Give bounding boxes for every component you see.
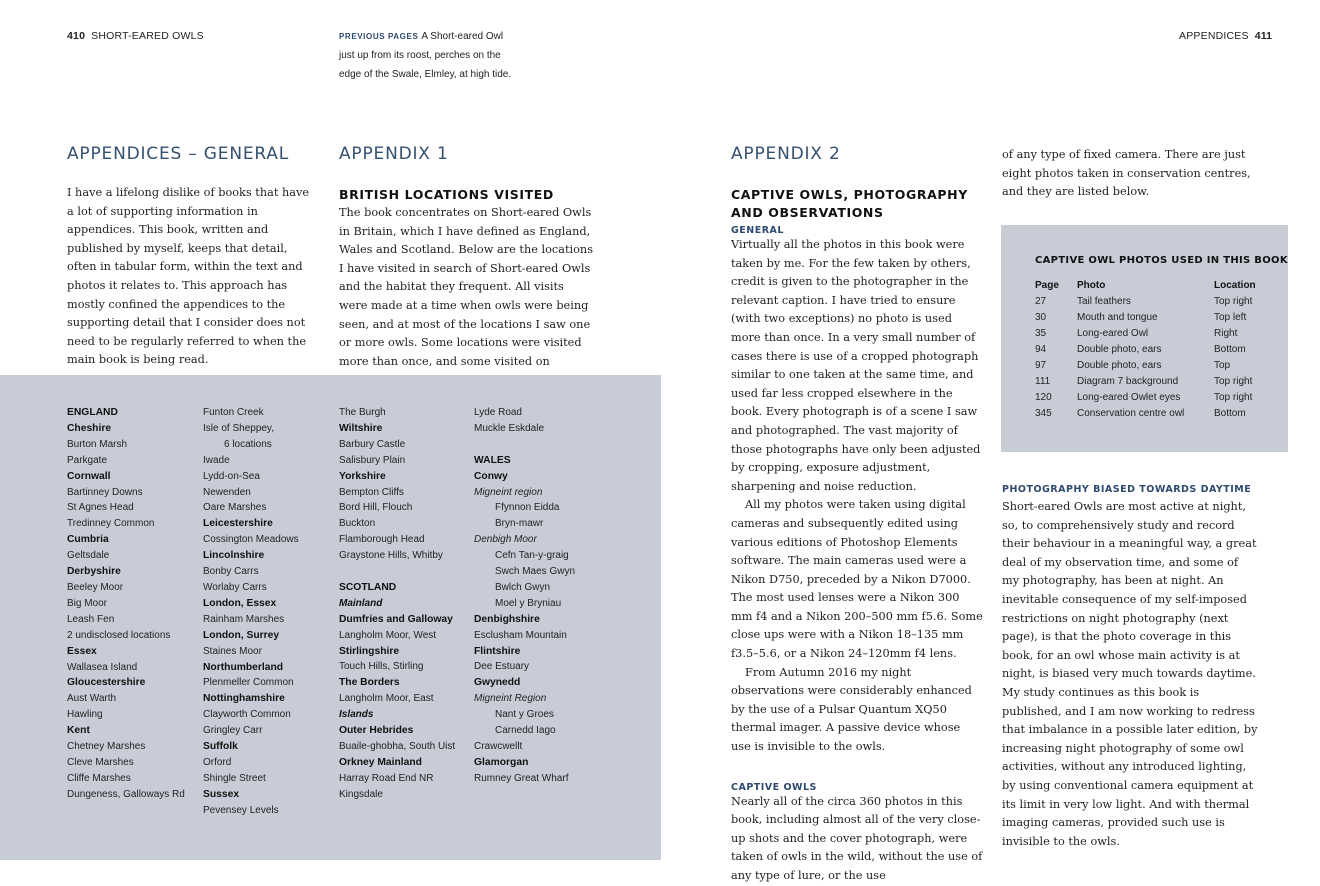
cell-page: 27 xyxy=(1035,296,1047,308)
cell-photo: Conservation centre owl xyxy=(1077,407,1185,419)
captive-photos-table-title: CAPTIVE OWL PHOTOS USED IN THIS BOOK xyxy=(1035,255,1288,266)
appendix2-subheading-line2: AND OBSERVATIONS xyxy=(731,205,884,220)
appendix2-col-2 xyxy=(1002,146,1258,202)
col-header-photo: Photo xyxy=(1077,280,1106,291)
location-item: Isle of Sheppey, xyxy=(203,422,274,434)
location-item: Langholm Moor, East xyxy=(339,693,434,705)
location-item: Iwade xyxy=(203,454,230,466)
left-running-head xyxy=(67,30,204,42)
daytime-text: Short-eared Owls are most active at night, so, to comprehensively study and record their behaviour in a meaningful way, a great deal of my observation time, and some of my photography, has been at night. An inevitable consequence of my self-imposed restrictions on night photography (next page), is that the photo coverage in this book, for an owl whose main activity is at night, is biased very much towards daytime. My study continues as this book is published, and I am now working to redress that imbalance in a possible later edition, by increasing night photography of some owl activities, without any introduced lighting, by using conventional camera equipment at its limit in very low light. And with thermal imaging cameras, provided such use is invisible to the owls. xyxy=(1002,500,1258,848)
appendix1-subheading xyxy=(339,186,595,204)
county-heading: Lincolnshire xyxy=(203,550,265,562)
county-heading: The Borders xyxy=(339,677,400,689)
location-item: 2 undisclosed locations xyxy=(67,629,171,641)
region-heading: Islands xyxy=(339,709,374,721)
county-heading: Essex xyxy=(67,645,97,657)
location-item: Lyde Road xyxy=(474,407,522,418)
appendix2-subheading xyxy=(731,186,983,222)
location-item: Lydd-on-Sea xyxy=(203,470,260,482)
general-subheading: GENERAL xyxy=(731,225,784,236)
location-item: Parkgate xyxy=(67,454,108,466)
location-item: Moel y Bryniau xyxy=(495,597,562,609)
location-item: The Burgh xyxy=(339,407,386,418)
right-running-title: APPENDICES xyxy=(1179,30,1249,42)
table-row xyxy=(1035,389,1259,405)
cell-location: Top right xyxy=(1214,375,1253,387)
cell-location: Bottom xyxy=(1214,407,1246,419)
location-item: Bempton Cliffs xyxy=(339,486,404,498)
captive-photos-table xyxy=(1035,277,1259,421)
appendices-general-text: I have a lifelong dislike of books that have a lot of supporting information in appendices. This book, written and published by myself, keeps that detail, often in tabular form, within the text and photos it relates to. This approach has mostly confined the appendices to the supporting detail that I consider does not need to be regularly referred to when the main book is being read. xyxy=(67,186,310,367)
table-row xyxy=(1035,358,1259,374)
location-item: Aust Warth xyxy=(67,693,117,705)
appendix2-heading: APPENDIX 2 xyxy=(731,144,841,164)
county-heading: Cornwall xyxy=(67,470,111,482)
cell-page: 120 xyxy=(1035,391,1052,403)
cell-page: 35 xyxy=(1035,328,1047,340)
cell-location: Top right xyxy=(1214,296,1253,308)
cell-location: Top left xyxy=(1214,312,1247,324)
daytime-subheading: PHOTOGRAPHY BIASED TOWARDS DAYTIME xyxy=(1002,484,1252,495)
location-item: Bryn-mawr xyxy=(495,518,544,530)
general-paragraph-3: From Autumn 2016 my night observations were considerably enhanced by the use of a Pulsar Quantum XQ50 thermal imager. A passive device whose use is invisible to the owls. xyxy=(731,665,972,754)
location-item: Leash Fen xyxy=(67,613,115,625)
county-heading: Flintshire xyxy=(474,645,521,657)
location-item: Ffynnon Eidda xyxy=(495,502,560,514)
location-item: Graystone Hills, Whitby xyxy=(339,550,443,562)
country-heading: SCOTLAND xyxy=(339,581,397,593)
location-item: Salisbury Plain xyxy=(339,454,406,466)
location-item: Crawcwellt xyxy=(474,741,523,753)
cell-photo: Long-eared Owlet eyes xyxy=(1077,391,1181,403)
location-item: Esclusham Mountain xyxy=(474,629,567,641)
table-row xyxy=(1035,294,1259,310)
table-header-row xyxy=(1035,277,1259,294)
appendices-general-section xyxy=(67,144,317,370)
location-item: Cliffe Marshes xyxy=(67,772,131,784)
captive-photos-table-box xyxy=(1001,225,1288,452)
location-item: Langholm Moor, West xyxy=(339,629,437,641)
location-item: Plenmeller Common xyxy=(203,677,294,689)
table-row xyxy=(1035,310,1259,326)
county-heading: Cumbria xyxy=(67,534,109,546)
cell-location: Top xyxy=(1214,360,1231,371)
cell-location: Bottom xyxy=(1214,344,1246,356)
locations-col-4 xyxy=(474,405,575,787)
right-folio: 411 xyxy=(1254,30,1273,42)
region-heading: Mainland xyxy=(339,597,383,609)
location-item: Chetney Marshes xyxy=(67,741,146,753)
location-item: Hawling xyxy=(67,709,103,721)
location-item: Burton Marsh xyxy=(67,438,128,450)
location-item: Buaile-ghobha, South Uist xyxy=(339,741,456,753)
county-heading: London, Surrey xyxy=(203,629,280,641)
location-item: Muckle Eskdale xyxy=(474,422,545,434)
county-heading: Denbighshire xyxy=(474,613,540,625)
cell-page: 97 xyxy=(1035,360,1047,371)
cell-page: 345 xyxy=(1035,407,1052,419)
county-heading: Stirlingshire xyxy=(339,645,400,657)
location-item: Cleve Marshes xyxy=(67,756,134,768)
location-item: Funton Creek xyxy=(203,407,264,418)
location-item: Staines Moor xyxy=(203,645,262,657)
left-folio: 410 xyxy=(67,30,86,42)
appendix1-section xyxy=(339,144,595,390)
county-heading: Derbyshire xyxy=(67,566,121,578)
country-heading: ENGLAND xyxy=(67,407,118,418)
location-item: Carnedd Iago xyxy=(495,725,556,737)
location-item: Kingsdale xyxy=(339,788,383,800)
county-heading: Northumberland xyxy=(203,661,284,673)
location-item: Beeley Moor xyxy=(67,581,124,593)
daytime-section xyxy=(1002,484,1258,851)
location-item: Bwlch Gwyn xyxy=(495,581,551,593)
cell-location: Top right xyxy=(1214,391,1253,403)
location-item: Wallasea Island xyxy=(67,661,138,673)
location-item: Dungeness, Galloways Rd xyxy=(67,788,185,800)
locations-col-1 xyxy=(67,405,185,803)
location-item: Cossington Meadows xyxy=(203,534,299,546)
cell-location: Right xyxy=(1214,328,1238,340)
appendix1-subheading-text: BRITISH LOCATIONS VISITED xyxy=(339,187,554,202)
county-heading: Suffolk xyxy=(203,741,238,753)
location-item: Rumney Great Wharf xyxy=(474,772,569,784)
location-item: Swch Maes Gwyn xyxy=(495,566,576,578)
location-item: 6 locations xyxy=(224,438,272,450)
county-heading: Glamorgan xyxy=(474,756,529,768)
location-item: Barbury Castle xyxy=(339,438,406,450)
appendices-general-heading: APPENDICES – GENERAL xyxy=(67,144,290,164)
country-heading: WALES xyxy=(474,454,511,466)
spacer xyxy=(474,437,575,453)
cell-photo: Double photo, ears xyxy=(1077,360,1162,371)
general-paragraph-1: Virtually all the photos in this book were taken by me. For the few taken by others, credit is given to the photographer in the relevant caption. I have tried to ensure (with two exceptions) no photo is used more than once. In a very small number of cases there is use of a cropped photograph similar to one taken at the same time, and used far less cropped elsewhere in the book. Every photograph is of a scene I saw and photographed. The vast majority of those photographs have only been adjusted by cropping, exposure adjustment, sharpening and noise reduction. xyxy=(731,238,981,493)
spacer xyxy=(339,564,455,580)
cell-photo: Long-eared Owl xyxy=(1077,328,1149,340)
caption-label: PREVIOUS PAGES xyxy=(339,32,419,41)
captive-owls-continued: of any type of fixed camera. There are just eight photos taken in conservation centres, and they are listed below. xyxy=(1002,148,1251,199)
caption-text: A Short-eared Owl just up from its roost, perches on the edge of the Swale, Elmley, at high tide. xyxy=(339,31,512,80)
location-item: Bord Hill, Flouch xyxy=(339,502,413,514)
county-heading: Outer Hebrides xyxy=(339,725,414,737)
locations-col-2 xyxy=(203,405,299,819)
table-row xyxy=(1035,373,1259,389)
location-item: Flamborough Head xyxy=(339,534,425,546)
location-item: Pevensey Levels xyxy=(203,804,279,816)
appendix1-text: The book concentrates on Short-eared Owls in Britain, which I have defined as England, Wales and Scotland. Below are the locations I have visited in search of Short-eared Owls and the habitat they frequent. All visits were made at a time when owls were being seen, and at most of the locations I saw one or more owls. Some locations were visited more than once, and some visited on xyxy=(339,206,593,368)
location-item: Cefn Tan-y-graig xyxy=(495,550,569,562)
location-item: Rainham Marshes xyxy=(203,613,285,625)
location-item: Oare Marshes xyxy=(203,502,267,514)
cell-page: 30 xyxy=(1035,312,1047,324)
location-item: Buckton xyxy=(339,518,376,530)
county-heading: Yorkshire xyxy=(339,470,386,482)
col-header-location: Location xyxy=(1214,280,1256,291)
cell-page: 94 xyxy=(1035,344,1047,356)
captive-owls-subheading: CAPTIVE OWLS xyxy=(731,781,817,793)
county-heading: Conwy xyxy=(474,470,508,482)
region-label: Migneint region xyxy=(474,486,543,498)
location-item: Touch Hills, Stirling xyxy=(339,661,424,673)
location-item: Worlaby Carrs xyxy=(203,581,267,593)
location-item: Dee Estuary xyxy=(474,661,530,673)
county-heading: Leicestershire xyxy=(203,518,273,530)
cell-photo: Tail feathers xyxy=(1077,296,1131,308)
location-item: Newenden xyxy=(203,486,251,498)
previous-pages-caption xyxy=(339,27,514,84)
appendix1-heading: APPENDIX 1 xyxy=(339,144,449,164)
county-heading: Gwynedd xyxy=(474,677,521,689)
location-item: Orford xyxy=(203,756,232,768)
cell-photo: Mouth and tongue xyxy=(1077,312,1158,324)
county-heading: Sussex xyxy=(203,788,240,800)
location-item: Tredinney Common xyxy=(67,518,155,530)
cell-page: 111 xyxy=(1035,375,1051,387)
county-heading: London, Essex xyxy=(203,597,277,609)
location-item: Gringley Carr xyxy=(203,725,263,737)
county-heading: Nottinghamshire xyxy=(203,693,285,705)
cell-photo: Diagram 7 background xyxy=(1077,375,1179,387)
location-item: Harray Road End NR xyxy=(339,772,434,784)
county-heading: Orkney Mainland xyxy=(339,756,422,768)
location-item: Bartinney Downs xyxy=(67,486,143,498)
county-heading: Kent xyxy=(67,725,90,737)
region-label: Denbigh Moor xyxy=(474,534,537,546)
county-heading: Cheshire xyxy=(67,422,112,434)
appendix2-col-1 xyxy=(731,144,983,886)
table-row xyxy=(1035,405,1259,421)
county-heading: Dumfries and Galloway xyxy=(339,613,453,625)
general-paragraph-2: All my photos were taken using digital cameras and subsequently edited using various editions of Photoshop Elements software. The main cameras used were a Nikon D750, preceded by a Nikon D7000. The most used lenses were a Nikon 300 mm f4 and a Nikon 200–500 mm f5.6. Some close ups were with a Nikon 18–135 mm f3.5–5.6, or a Nikon 24–120mm f4 lens. xyxy=(731,498,983,661)
county-heading: Gloucestershire xyxy=(67,677,146,689)
region-label: Migneint Region xyxy=(474,693,547,705)
captive-owls-text: Nearly all of the circa 360 photos in this book, including almost all of the very close-up shots and the cover photograph, were taken of owls in the wild, without the use of any type of lure, or the use xyxy=(731,794,983,882)
table-row xyxy=(1035,342,1259,358)
location-item: Bonby Carrs xyxy=(203,566,259,578)
col-header-page: Page xyxy=(1035,280,1059,291)
location-item: Geltsdale xyxy=(67,550,110,562)
locations-col-3 xyxy=(339,405,455,803)
county-heading: Wiltshire xyxy=(339,422,383,434)
location-item: Shingle Street xyxy=(203,772,266,784)
location-item: Clayworth Common xyxy=(203,709,291,721)
location-item: St Agnes Head xyxy=(67,502,134,514)
right-running-head xyxy=(1179,30,1272,42)
left-running-title: SHORT-EARED OWLS xyxy=(91,30,204,42)
table-row xyxy=(1035,326,1259,342)
appendix2-subheading-line1: CAPTIVE OWLS, PHOTOGRAPHY xyxy=(731,187,968,202)
cell-photo: Double photo, ears xyxy=(1077,344,1162,356)
location-item: Nant y Groes xyxy=(495,709,554,721)
location-item: Big Moor xyxy=(67,597,108,609)
